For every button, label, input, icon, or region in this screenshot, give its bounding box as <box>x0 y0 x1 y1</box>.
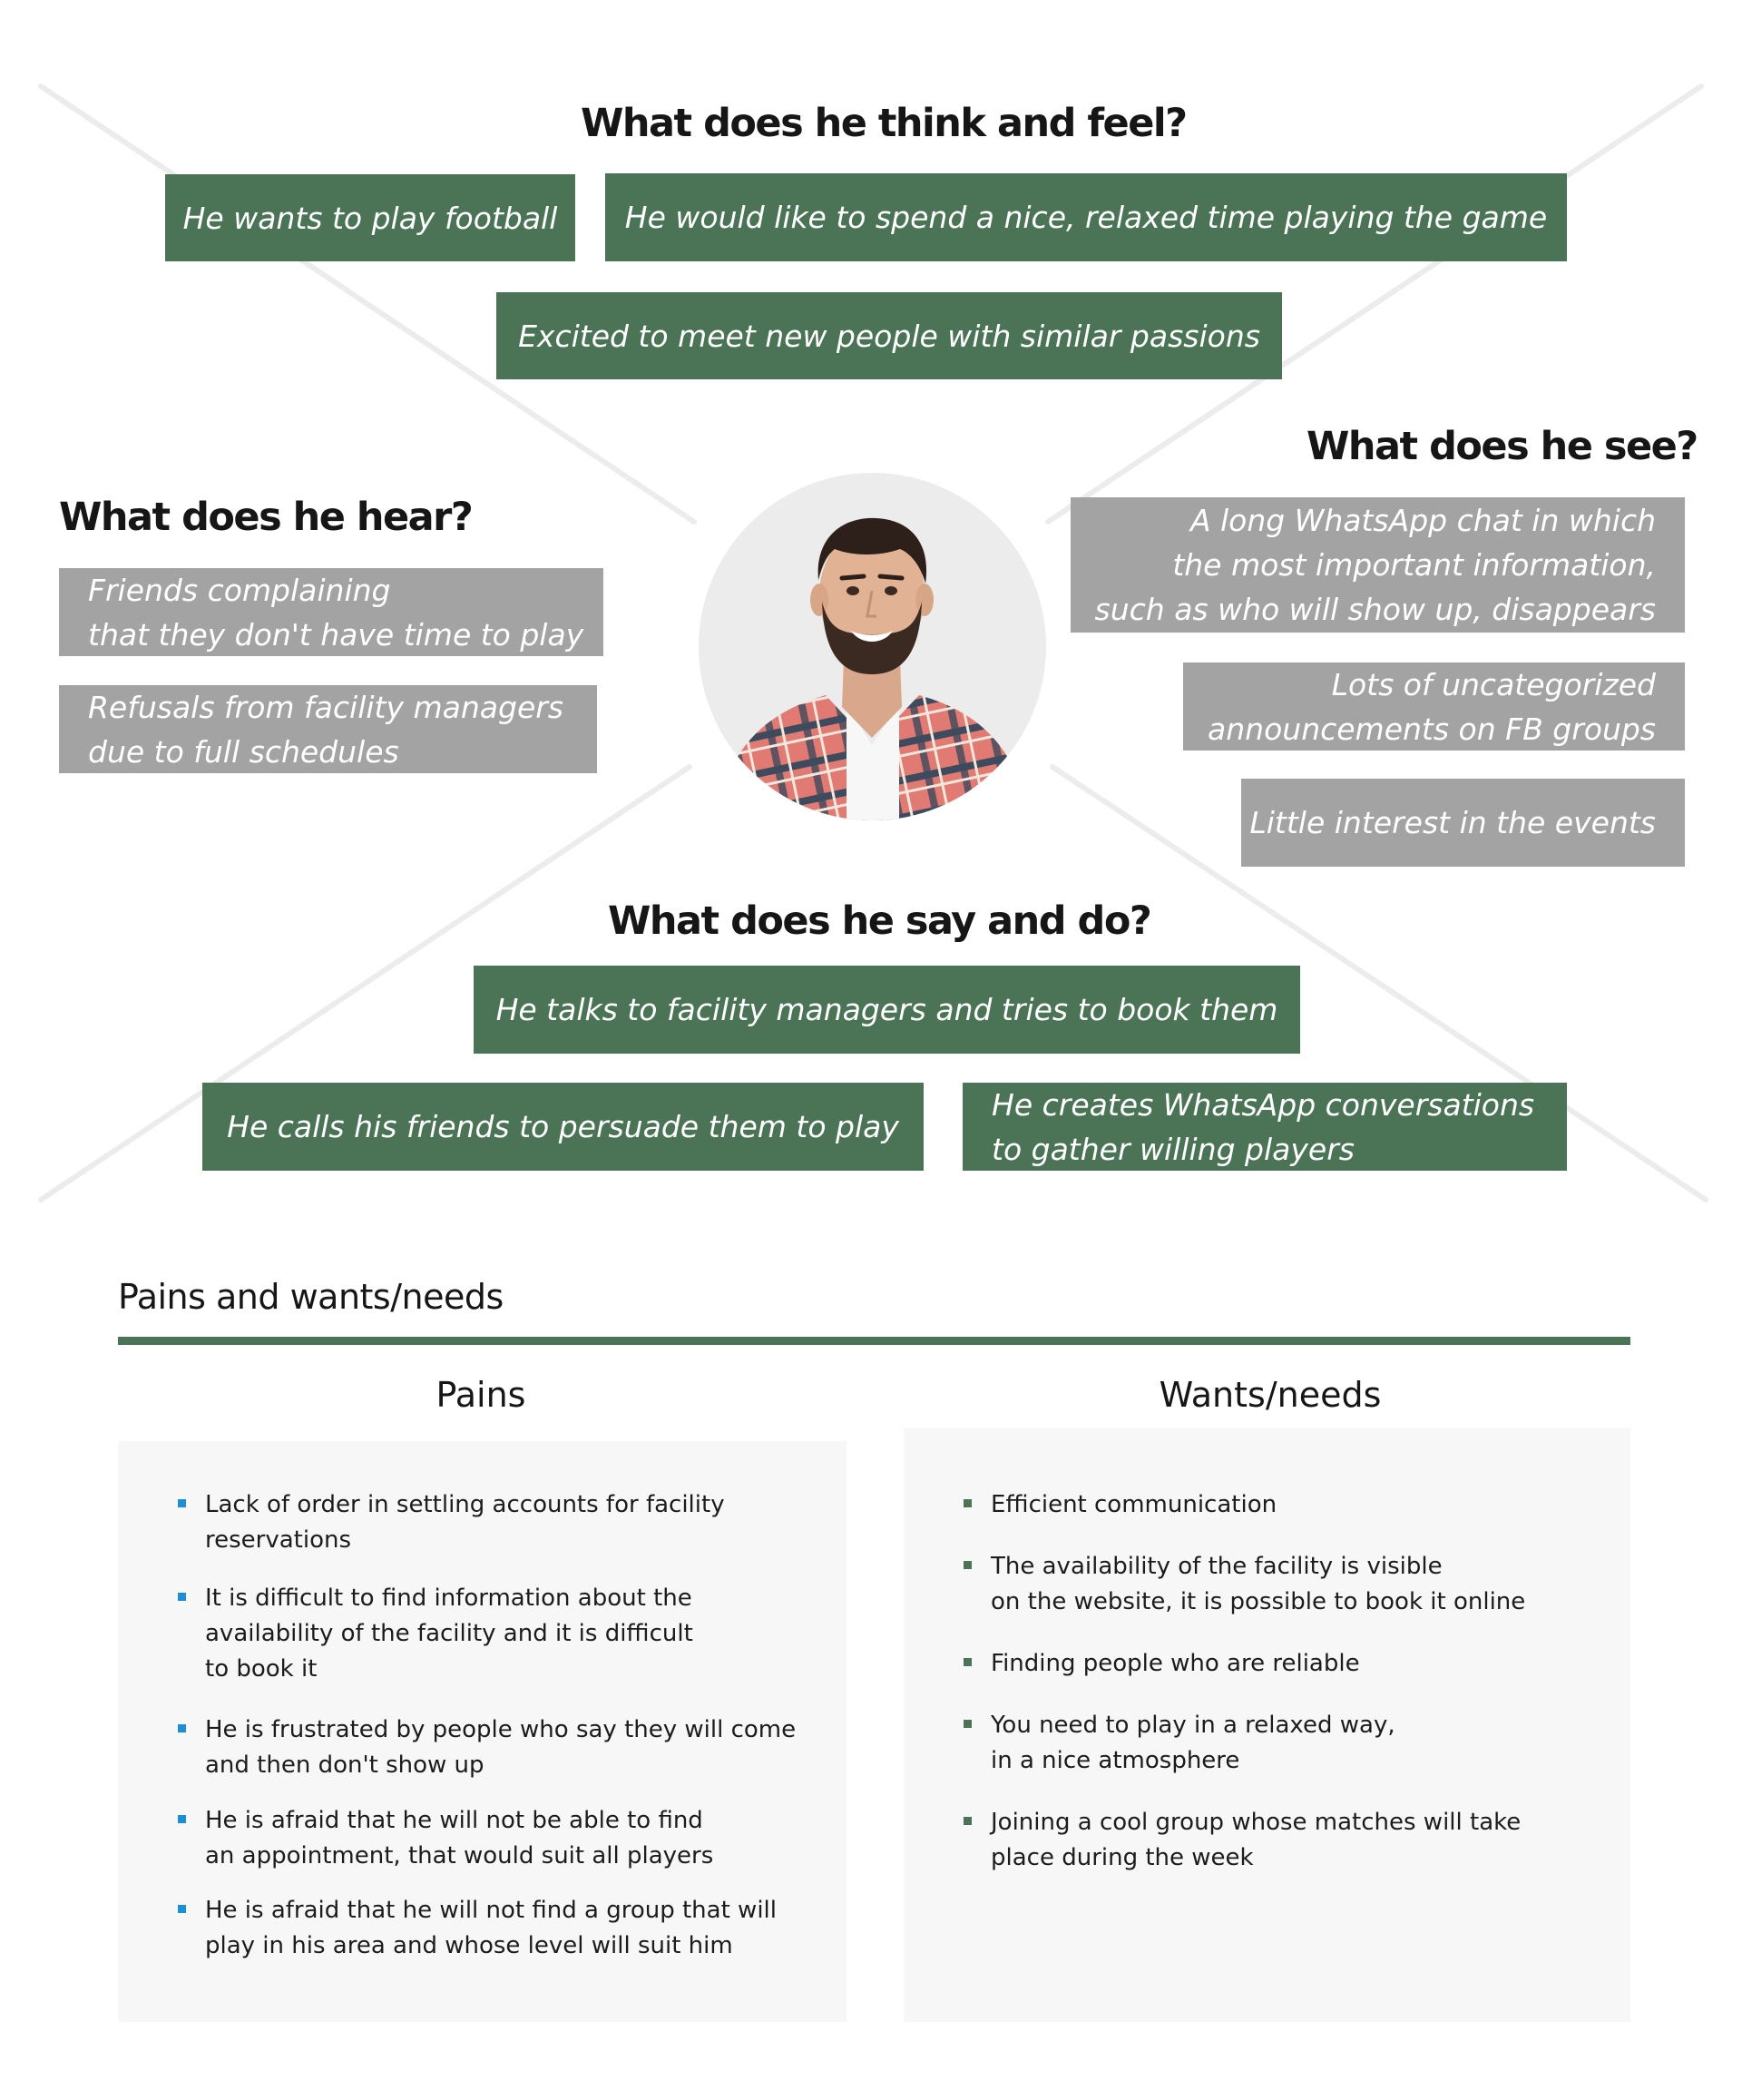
think-feel-note <box>605 173 1567 261</box>
list-item <box>205 1803 713 1874</box>
note-text-line: He wants to play football <box>182 200 558 236</box>
list-item-text: play in his area and whose level will suit him <box>205 1932 733 1959</box>
pains-wants-title: Pains and wants/needs <box>118 1277 504 1317</box>
see-note <box>1183 662 1685 751</box>
bullet-icon <box>964 1561 972 1569</box>
think-feel-title: What does he think and feel? <box>581 101 1187 146</box>
note-text-line: announcements on FB groups <box>1208 711 1656 747</box>
note-text-line: Excited to meet new people with similar passions <box>518 318 1260 354</box>
note-text-line: He would like to spend a nice, relaxed time playing the game <box>624 200 1548 235</box>
list-item <box>991 1805 1521 1876</box>
see-note <box>1241 779 1685 867</box>
bullet-icon <box>178 1905 186 1913</box>
hear-note <box>59 685 597 773</box>
hear-title: What does he hear? <box>59 495 473 540</box>
pains-title: Pains <box>436 1375 526 1415</box>
see-note <box>1071 497 1685 633</box>
persona-avatar <box>699 473 1046 820</box>
list-item-text: Finding people who are reliable <box>991 1650 1360 1677</box>
say-do-note <box>474 966 1300 1054</box>
note-text-line: He creates WhatsApp conversations <box>992 1086 1535 1123</box>
say-do-title: What does he say and do? <box>608 898 1151 944</box>
think-feel-note <box>496 292 1282 379</box>
note-text-line: due to full schedules <box>88 733 399 770</box>
list-item <box>991 1646 1360 1682</box>
list-item-text: You need to play in a relaxed way, <box>991 1712 1395 1739</box>
note-text-line: He calls his friends to persuade them to play <box>227 1109 899 1144</box>
list-item <box>205 1712 796 1783</box>
list-item-text: availability of the facility and it is difficult <box>205 1620 693 1647</box>
section-divider <box>118 1337 1630 1345</box>
bullet-icon <box>964 1499 972 1507</box>
bullet-icon <box>178 1499 186 1507</box>
note-text-line: A long WhatsApp chat in which <box>1189 503 1656 538</box>
think-feel-note <box>165 174 575 261</box>
list-item <box>991 1549 1525 1620</box>
list-item-text: He is afraid that he will not be able to find <box>205 1807 703 1834</box>
note-text-line: He talks to facility managers and tries to book them <box>495 992 1278 1027</box>
bullet-icon <box>178 1815 186 1823</box>
list-item-text: an appointment, that would suit all players <box>205 1842 714 1869</box>
list-item-text: Efficient communication <box>991 1491 1277 1518</box>
note-text-line: such as who will show up, disappears <box>1094 592 1656 627</box>
note-text-line: Lots of uncategorized <box>1331 666 1656 702</box>
note-text-line: to gather willing players <box>992 1131 1355 1167</box>
note-text-line: Friends complaining <box>88 572 391 608</box>
list-item-text: and then don't show up <box>205 1752 484 1779</box>
list-item-text: It is difficult to find information about the <box>205 1585 692 1612</box>
bullet-icon <box>178 1593 186 1601</box>
list-item-text: in a nice atmosphere <box>991 1747 1240 1774</box>
list-item-text: Lack of order in settling accounts for facility <box>205 1491 725 1518</box>
note-text-line: that they don't have time to play <box>88 616 584 653</box>
say-do-note <box>963 1083 1567 1171</box>
list-item-text: to book it <box>205 1655 318 1683</box>
bullet-icon <box>964 1817 972 1825</box>
list-item <box>991 1708 1395 1779</box>
wants-title: Wants/needs <box>1159 1375 1382 1415</box>
see-title: What does he see? <box>1306 424 1698 469</box>
list-item-text: place during the week <box>991 1844 1254 1871</box>
bullet-icon <box>964 1658 972 1666</box>
note-text-line: the most important information, <box>1172 547 1656 583</box>
list-item-text: Joining a cool group whose matches will take <box>991 1809 1522 1836</box>
list-item <box>205 1893 777 1964</box>
list-item-text: He is frustrated by people who say they will come <box>205 1716 797 1743</box>
list-item-text: The availability of the facility is visible <box>991 1553 1443 1580</box>
list-item-text: He is afraid that he will not find a group that will <box>205 1897 777 1924</box>
list-item <box>205 1581 693 1687</box>
list-item-text: on the website, it is possible to book it online <box>991 1588 1526 1615</box>
list-item <box>205 1487 725 1558</box>
list-item-text: reservations <box>205 1526 352 1554</box>
hear-note <box>59 568 603 656</box>
bullet-icon <box>964 1720 972 1728</box>
list-item <box>991 1487 1277 1523</box>
note-text-line: Refusals from facility managers <box>88 689 564 725</box>
say-do-note <box>202 1083 924 1171</box>
note-text-line: Little interest in the events <box>1249 805 1656 840</box>
bullet-icon <box>178 1724 186 1732</box>
